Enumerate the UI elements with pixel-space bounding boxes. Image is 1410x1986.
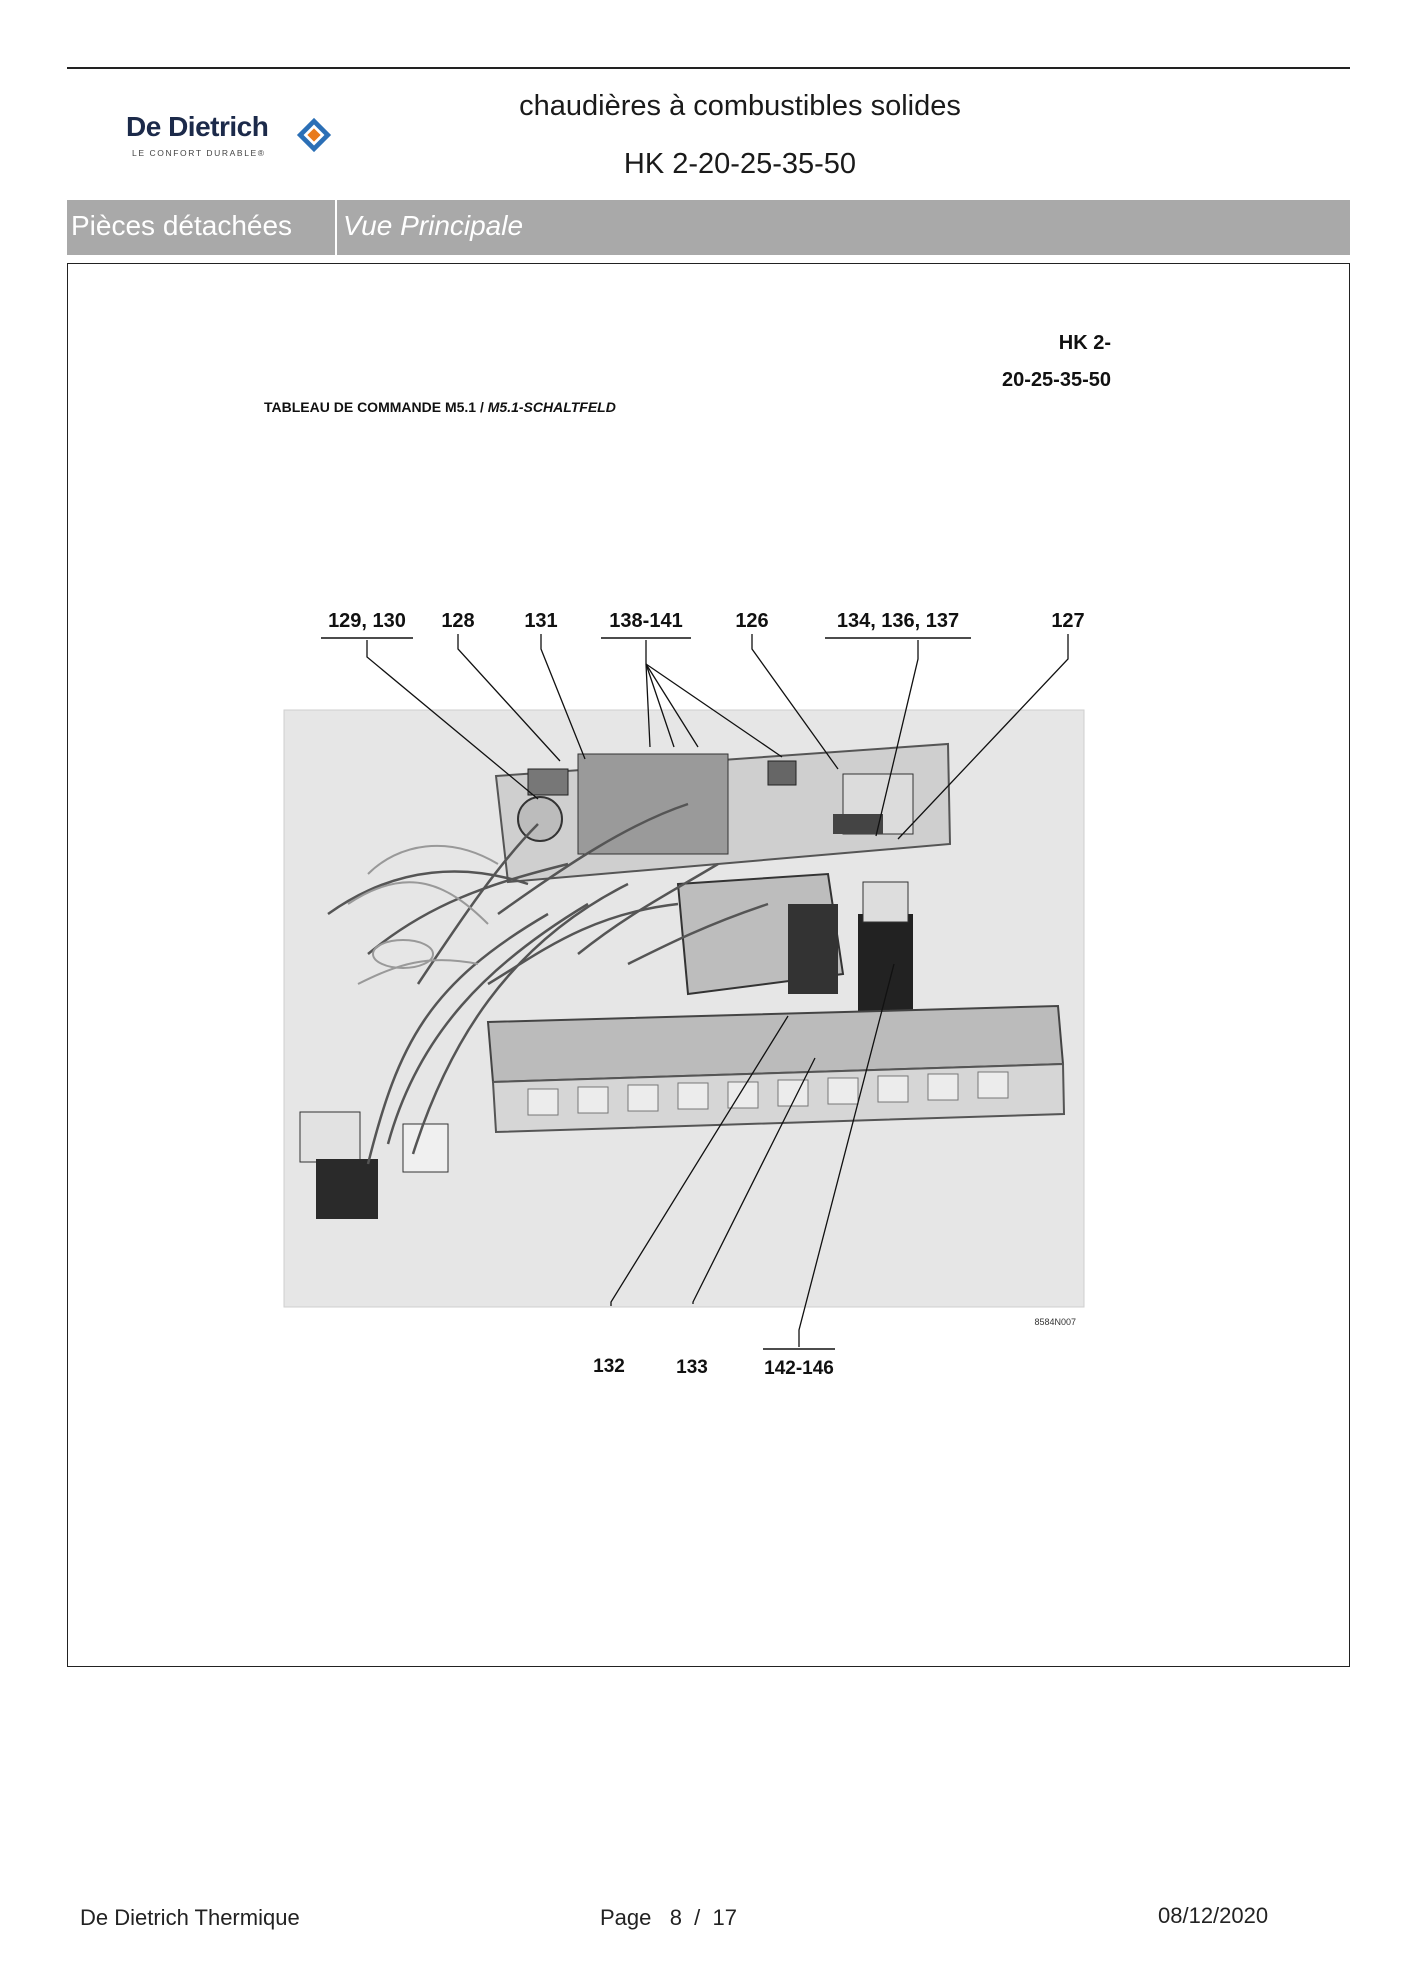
brand-name: De Dietrich xyxy=(126,111,269,142)
caption-french: TABLEAU DE COMMANDE M5.1 / xyxy=(264,399,488,415)
section-label: Pièces détachées xyxy=(71,210,293,241)
callout-138-141: 138-141 xyxy=(609,610,683,632)
callout-129-130: 129, 130 xyxy=(328,610,406,632)
section-divider xyxy=(335,200,337,255)
section-view: Vue Principale xyxy=(343,210,524,241)
document-model: HK 2-20-25-35-50 xyxy=(623,148,857,180)
section-bar xyxy=(67,200,1350,255)
callout-132: 132 xyxy=(593,1356,625,1377)
callout-133: 133 xyxy=(676,1357,708,1378)
document-title: chaudières à combustibles solides xyxy=(519,90,961,122)
drawing-model-line2: 20-25-35-50 xyxy=(1002,369,1111,391)
callout-131: 131 xyxy=(524,610,558,632)
callout-127: 127 xyxy=(1051,610,1085,632)
callout-142-146: 142-146 xyxy=(764,1358,834,1379)
drawing-frame xyxy=(67,263,1350,1667)
brand-logo xyxy=(126,108,346,168)
footer-date: 08/12/2020 xyxy=(1158,1903,1269,1928)
parts-drawing xyxy=(68,264,1349,1666)
header-rule xyxy=(67,67,1350,69)
control-panel-photo xyxy=(284,710,1084,1307)
footer-company: De Dietrich Thermique xyxy=(80,1905,300,1930)
callout-134-136-137: 134, 136, 137 xyxy=(836,610,960,632)
brand-tagline: LE CONFORT DURABLE® xyxy=(132,148,266,158)
drawing-caption xyxy=(264,399,616,415)
drawing-reference-code: 8584N007 xyxy=(1034,1317,1076,1327)
caption-german: M5.1-SCHALTFELD xyxy=(487,399,616,415)
callout-128: 128 xyxy=(441,610,475,632)
diamond-logo-icon xyxy=(295,116,333,154)
callout-126: 126 xyxy=(735,610,769,632)
drawing-model-line1: HK 2- xyxy=(1058,332,1111,354)
footer-page-number: Page 8 / 17 xyxy=(600,1905,737,1930)
